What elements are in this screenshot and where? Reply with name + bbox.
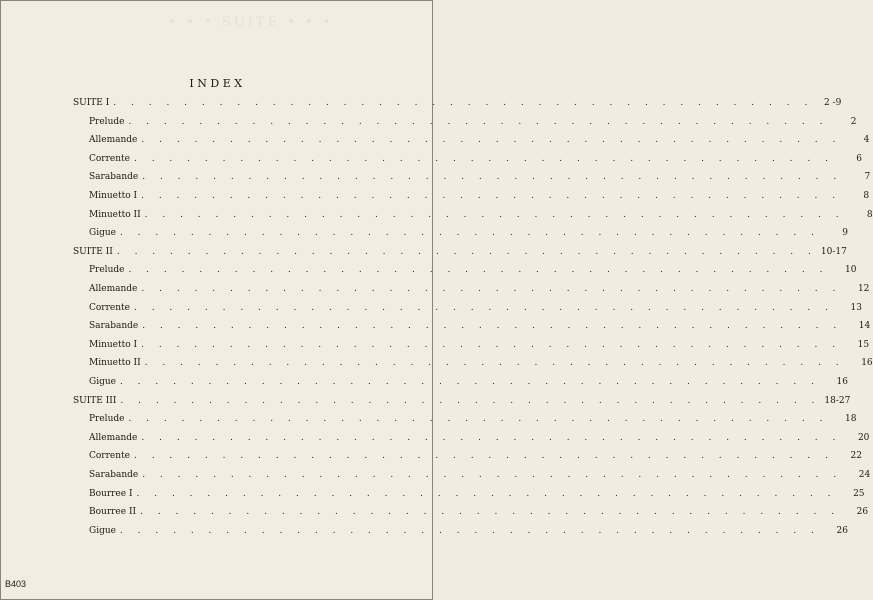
movement-row[interactable]	[89, 469, 871, 481]
movement-page: 4	[863, 135, 870, 146]
movement-name: Prelude	[89, 116, 125, 127]
dot-leader: . . . . . . . . . . . . . . . . . . . . . . . . . . . . . . . . . . . . . . . .	[141, 432, 842, 443]
show-through-text: • • • SUITE • • •	[168, 15, 334, 30]
dot-leader: . . . . . . . . . . . . . . . . . . . . . . . . . . . . . . . . . . . . . . . .	[128, 414, 829, 425]
suite-page-range: 10-17	[820, 246, 847, 257]
dot-leader: . . . . . . . . . . . . . . . . . . . . . . . . . . . . . . . . . . . . . . . .	[141, 135, 842, 146]
dot-leader: . . . . . . . . . . . . . . . . . . . . . . . . . . . . . . . . . . . . . . . .	[133, 451, 834, 462]
movement-page: 16	[836, 377, 848, 387]
movement-page: 13	[850, 302, 862, 313]
movement-page: 10	[845, 265, 857, 276]
movement-page: 12	[857, 284, 870, 294]
dot-leader: . . . . . . . . . . . . . . . . . . . . . . . . . . . . . . . . . . . . . . . .	[119, 228, 820, 239]
suite-title: SUITE I	[73, 98, 110, 108]
catalog-number: B403	[5, 579, 27, 589]
movement-name: Allemande	[89, 284, 138, 294]
dot-leader: . . . . . . . . . . . . . . . . . . . . . . . . . . . . . . . . . . . . . . . .	[128, 265, 829, 276]
movement-row[interactable]	[89, 320, 871, 332]
dot-leader: . . . . . . . . . . . . . . . . . . . . . . . . . . . . . . . . . . . . . . . .	[113, 98, 814, 108]
movement-row[interactable]	[89, 488, 865, 500]
dot-leader: . . . . . . . . . . . . . . . . . . . . . . . . . . . . . . . . . . . . . . . .	[133, 302, 834, 313]
movement-name: Bourree II	[89, 507, 137, 518]
movement-row[interactable]	[89, 190, 870, 202]
movement-name: Gigue	[89, 228, 116, 239]
movement-page: 2	[850, 116, 857, 127]
movement-row[interactable]	[89, 339, 870, 351]
movement-page: 16	[861, 358, 873, 369]
movement-name: Allemande	[89, 432, 138, 443]
movement-page: 22	[850, 451, 862, 462]
suite-title: SUITE III	[73, 395, 117, 406]
movement-page: 25	[853, 488, 865, 499]
movement-row[interactable]	[89, 227, 848, 239]
movement-name: Prelude	[89, 414, 125, 425]
dot-leader: . . . . . . . . . . . . . . . . . . . . . . . . . . . . . . . . . . . . . . . .	[142, 172, 843, 183]
movement-row[interactable]	[89, 357, 873, 369]
movement-page: 9	[842, 228, 848, 239]
movement-row[interactable]	[89, 209, 873, 221]
dot-leader: . . . . . . . . . . . . . . . . . . . . . . . . . . . . . . . . . . . . . . . .	[120, 395, 821, 406]
movement-name: Sarabande	[89, 470, 139, 480]
movement-row[interactable]	[89, 264, 857, 276]
movement-page: 24	[858, 470, 871, 480]
dot-leader: . . . . . . . . . . . . . . . . . . . . . . . . . . . . . . . . . . . . . . . .	[142, 470, 843, 480]
movement-page: 18	[845, 414, 857, 425]
movement-row[interactable]	[89, 506, 869, 518]
movement-row[interactable]	[89, 153, 862, 165]
movement-page: 15	[857, 339, 870, 350]
movement-row[interactable]	[89, 525, 848, 537]
suite-row[interactable]	[73, 246, 847, 258]
movement-page: 26	[836, 525, 848, 536]
dot-leader: . . . . . . . . . . . . . . . . . . . . . . . . . . . . . . . . . . . . . . . .	[141, 284, 842, 294]
dot-leader: . . . . . . . . . . . . . . . . . . . . . . . . . . . . . . . . . . . . . . . .	[144, 209, 845, 220]
dot-leader: . . . . . . . . . . . . . . . . . . . . . . . . . . . . . . . . . . . . . . . .	[142, 321, 843, 332]
dot-leader: . . . . . . . . . . . . . . . . . . . . . . . . . . . . . . . . . . . . . . . .	[136, 488, 837, 499]
movement-row[interactable]	[89, 413, 857, 425]
movement-page: 14	[858, 321, 871, 332]
movement-name: Minuetto II	[89, 209, 141, 220]
movement-row[interactable]	[89, 134, 870, 146]
movement-name: Minuetto I	[89, 339, 138, 350]
page-title: INDEX	[189, 77, 246, 90]
movement-name: Sarabande	[89, 172, 139, 183]
movement-name: Corrente	[89, 153, 130, 164]
movement-name: Prelude	[89, 265, 125, 276]
movement-row[interactable]	[89, 376, 848, 388]
movement-row[interactable]	[89, 450, 862, 462]
suite-row[interactable]	[73, 395, 851, 407]
dot-leader: . . . . . . . . . . . . . . . . . . . . . . . . . . . . . . . . . . . . . . . .	[141, 191, 842, 201]
dot-leader: . . . . . . . . . . . . . . . . . . . . . . . . . . . . . . . . . . . . . . . .	[141, 339, 842, 350]
movement-name: Minuetto I	[89, 191, 138, 201]
dot-leader: . . . . . . . . . . . . . . . . . . . . . . . . . . . . . . . . . . . . . . . .	[119, 525, 820, 536]
movement-name: Minuetto II	[89, 358, 141, 369]
movement-page: 26	[856, 507, 869, 518]
movement-page: 8	[866, 209, 873, 220]
suite-page-range: 2 -9	[823, 98, 842, 108]
movement-row[interactable]	[89, 283, 870, 295]
movement-row[interactable]	[89, 432, 870, 444]
movement-page: 7	[864, 172, 871, 183]
movement-name: Allemande	[89, 135, 138, 146]
movement-page: 6	[856, 153, 862, 164]
movement-name: Gigue	[89, 525, 116, 536]
movement-name: Bourree I	[89, 488, 133, 499]
dot-leader: . . . . . . . . . . . . . . . . . . . . . . . . . . . . . . . . . . . . . . . .	[128, 116, 829, 127]
movement-name: Sarabande	[89, 321, 139, 332]
dot-leader: . . . . . . . . . . . . . . . . . . . . . . . . . . . . . . . . . . . . . . . .	[140, 507, 841, 518]
movement-row[interactable]	[89, 302, 862, 314]
suite-title: SUITE II	[73, 246, 113, 257]
dot-leader: . . . . . . . . . . . . . . . . . . . . . . . . . . . . . . . . . . . . . . . .	[133, 153, 834, 164]
suite-row[interactable]	[73, 97, 842, 109]
dot-leader: . . . . . . . . . . . . . . . . . . . . . . . . . . . . . . . . . . . . . . . .	[144, 358, 845, 369]
dot-leader: . . . . . . . . . . . . . . . . . . . . . . . . . . . . . . . . . . . . . . . .	[119, 377, 820, 387]
movement-name: Gigue	[89, 377, 116, 387]
movement-page: 20	[857, 432, 870, 443]
dot-leader: . . . . . . . . . . . . . . . . . . . . . . . . . . . . . . . . . . . . . . . .	[116, 246, 817, 257]
movement-page: 8	[863, 191, 870, 201]
suite-page-range: 18-27	[824, 395, 851, 406]
movement-row[interactable]	[89, 171, 871, 183]
movement-name: Corrente	[89, 302, 130, 313]
movement-name: Corrente	[89, 451, 130, 462]
movement-row[interactable]	[89, 116, 857, 128]
